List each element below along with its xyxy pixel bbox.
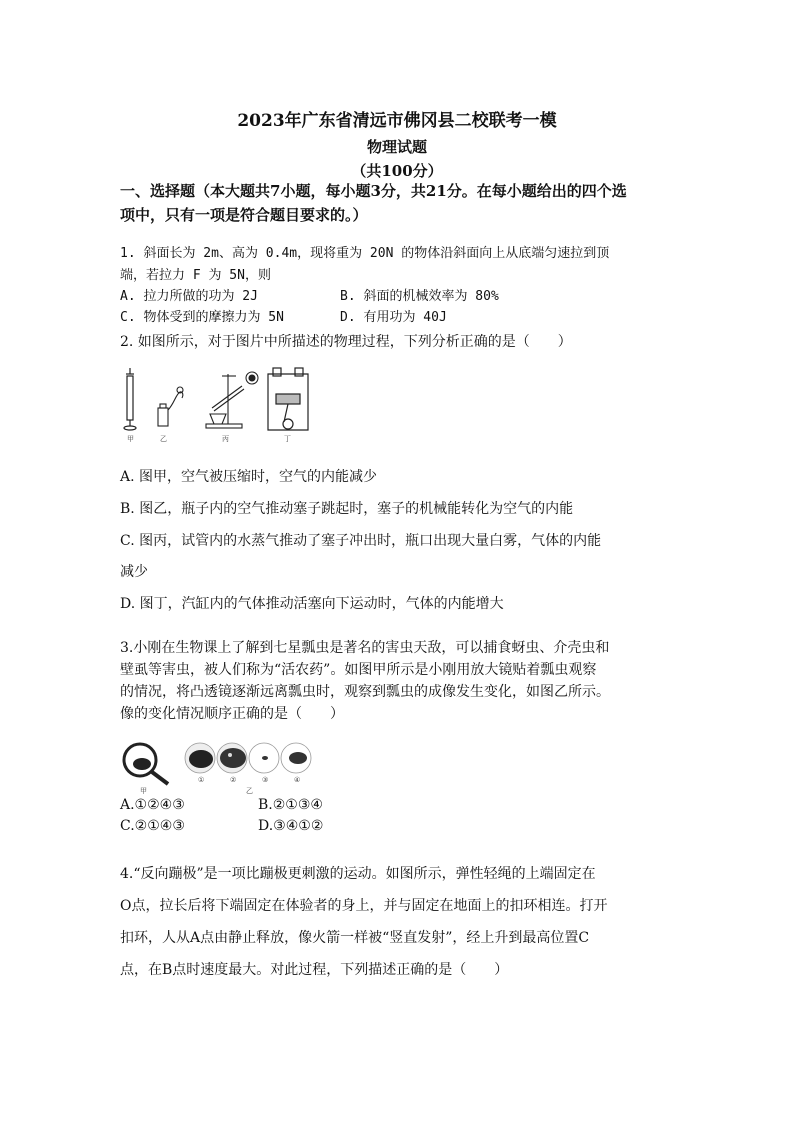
q2-option-d: D. 图丁，汽缸内的气体推动活塞向下运动时，气体的内能增大 — [120, 596, 504, 612]
img-label-4: ④ — [294, 776, 301, 784]
fig-label-yi: 乙 — [160, 435, 167, 443]
q1-option-a: A. 拉力所做的功为 2J — [120, 289, 258, 304]
fig-label-jia: 甲 — [140, 787, 147, 795]
q1-option-d: D. 有用功为 40J — [340, 310, 447, 325]
fig-yi-bottle — [158, 387, 183, 426]
q2-option-b: B. 图乙，瓶子内的空气推动塞子跳起时，塞子的机械能转化为空气的内能 — [120, 501, 574, 517]
q3-option-d: D.③④①② — [258, 818, 324, 834]
q2-option-a: A. 图甲，空气被压缩时，空气的内能减少 — [120, 469, 378, 485]
fig-label-yi: 乙 — [246, 787, 253, 795]
fig-jia-piston — [124, 368, 136, 430]
img-label-3: ③ — [262, 776, 269, 784]
q4-stem-line4: 点，在B点时速度最大。对此过程，下列描述正确的是（ ） — [120, 962, 509, 978]
section-heading-line2: 项中，只有一项是符合题目要求的。） — [120, 206, 368, 224]
q2-figure — [118, 364, 314, 446]
q3-stem-line2: 壁虱等害虫，被人们称为“活农药”。如图甲所示是小刚用放大镜贴着瓢虫观察 — [120, 662, 597, 678]
img-label-1: ① — [198, 776, 205, 784]
fig-label-bing: 丙 — [222, 435, 229, 443]
q3-stem-line4: 像的变化情况顺序正确的是（ ） — [120, 706, 344, 722]
q3-stem-line1: 3.小刚在生物课上了解到七星瓢虫是著名的害虫天敌，可以捕食蚜虫、介壳虫和 — [120, 640, 610, 656]
fig-label-jia: 甲 — [127, 435, 134, 443]
ladybug-image-2 — [217, 743, 247, 773]
q1-stem-line1: 1. 斜面长为 2m、高为 0.4m，现将重为 20N 的物体沿斜面向上从底端匀速拉到顶 — [120, 246, 610, 261]
q3-figure-svg — [118, 738, 314, 796]
q4-stem-line1: 4.“反向蹦极”是一项比蹦极更刺激的运动。如图所示，弹性轻绳的上端固定在 — [120, 866, 596, 882]
q4-stem-line3: 扣环，人从A点由静止释放，像火箭一样被“竖直发射”，经上升到最高位置C — [120, 930, 590, 946]
q2-stem: 2. 如图所示，对于图片中所描述的物理过程，下列分析正确的是（ ） — [120, 334, 572, 350]
q4-stem-line2: O点，拉长后将下端固定在体验者的身上，并与固定在地面上的扣环相连。打开 — [120, 898, 608, 914]
q2-option-c-line2: 减少 — [120, 564, 148, 580]
fig-label-ding: 丁 — [284, 435, 291, 443]
fig-ding-cylinder — [268, 368, 308, 430]
section-heading-line1: 一、选择题（本大题共7小题，每小题3分，共21分。在每小题给出的四个选 — [120, 182, 627, 200]
total-score: （共100分） — [351, 162, 443, 180]
q3-option-a: A.①②④③ — [120, 797, 185, 813]
q2-option-c-line1: C. 图丙，试管内的水蒸气推动了塞子冲出时，瓶口出现大量白雾，气体的内能 — [120, 533, 602, 549]
q1-stem-line2: 端，若拉力 F 为 5N，则 — [120, 268, 271, 283]
q3-stem-line3: 的情况，将凸透镜逐渐远离瓢虫时，观察到瓢虫的成像发生变化，如图乙所示。 — [120, 684, 610, 700]
exam-title: 2023年广东省清远市佛冈县二校联考一模 — [237, 111, 557, 131]
q3-option-c: C.②①④③ — [120, 818, 185, 834]
ladybug-image-4 — [281, 743, 311, 773]
subject-title: 物理试题 — [366, 138, 427, 156]
q1-option-c: C. 物体受到的摩擦力为 5N — [120, 310, 284, 325]
magnifier-icon — [124, 744, 168, 784]
q2-figure-svg — [118, 364, 314, 446]
ladybug-image-1 — [185, 743, 215, 773]
q3-figure — [118, 738, 314, 796]
fig-bing-test-tube — [206, 372, 258, 428]
ladybug-image-3 — [249, 743, 279, 773]
q1-option-b: B. 斜面的机械效率为 80% — [340, 289, 499, 304]
img-label-2: ② — [230, 776, 237, 784]
q3-option-b: B.②①③④ — [258, 797, 323, 813]
